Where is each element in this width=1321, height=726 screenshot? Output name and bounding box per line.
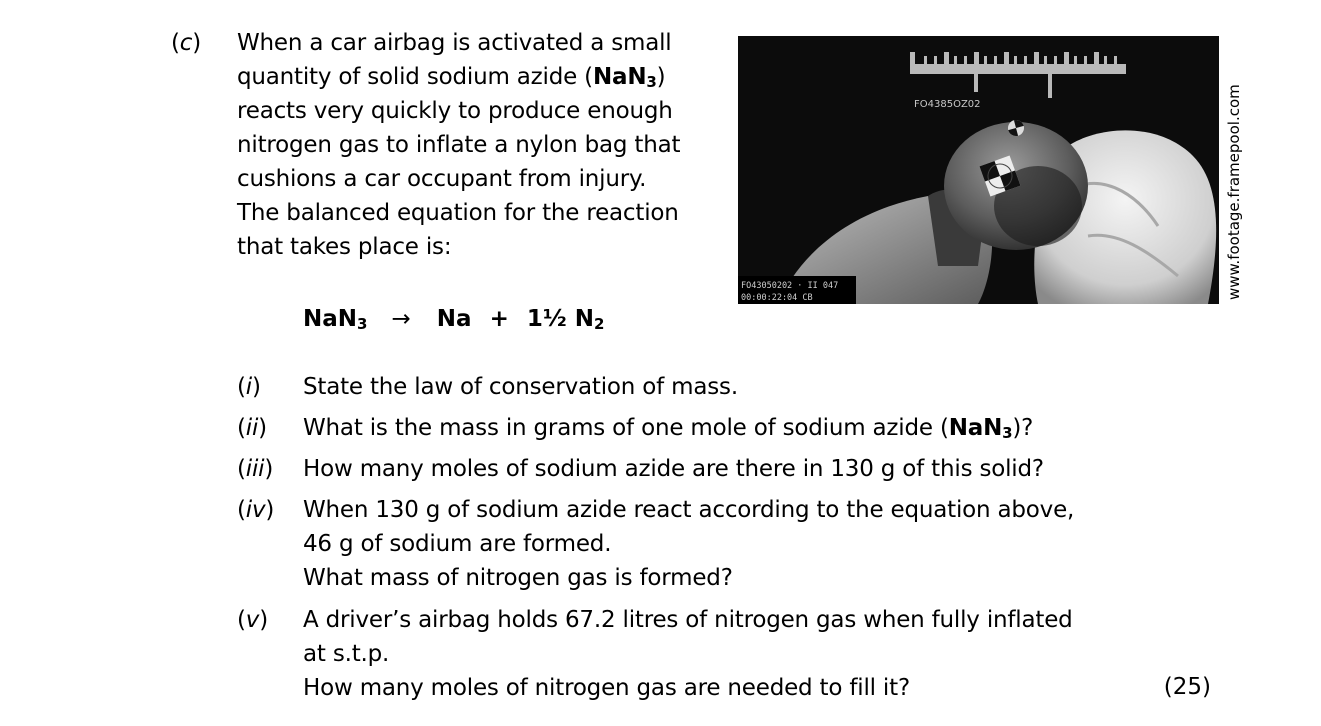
intro-line: When a car airbag is activated a small xyxy=(237,30,672,56)
marks-total: (25) xyxy=(1163,674,1211,700)
crash-test-illustration xyxy=(738,36,1219,304)
question-text: A driver’s airbag holds 67.2 litres of nitrogen gas when fully inflated xyxy=(303,607,1073,633)
question-text: State the law of conservation of mass. xyxy=(303,374,738,400)
question-number: (v) xyxy=(237,607,268,633)
question-text: What mass of nitrogen gas is formed? xyxy=(303,565,733,591)
question-number: (i) xyxy=(237,374,261,400)
intro-line: reacts very quickly to produce enough xyxy=(237,98,673,124)
arrow-icon: → xyxy=(391,306,411,332)
intro-line: cushions a car occupant from injury. xyxy=(237,166,647,192)
intro-line: The balanced equation for the reaction xyxy=(237,200,679,226)
intro-line: that takes place is: xyxy=(237,234,452,260)
formula-nan3: NaN$_3$ xyxy=(592,64,657,91)
question-text: How many moles of nitrogen gas are needed to fill it? xyxy=(303,675,910,701)
reaction-equation xyxy=(303,302,604,336)
question-iv xyxy=(237,493,1075,591)
question-text: When 130 g of sodium azide react according to the equation above, xyxy=(303,497,1075,523)
timecode-line1: FO43050202 · II 047 xyxy=(741,281,839,291)
equation-product-nitrogen: 1½ $N_2$ xyxy=(526,306,605,333)
question-v xyxy=(237,603,1073,701)
question-ii xyxy=(237,411,1034,445)
photo-credit: www.footage.framepool.com xyxy=(1225,84,1243,300)
part-letter: c xyxy=(179,30,193,56)
intro-line: nitrogen gas to inflate a nylon bag that xyxy=(237,132,681,158)
question-text: 46 g of sodium are formed. xyxy=(303,531,612,557)
question-text: at s.t.p. xyxy=(303,641,390,667)
equation-reactant: NaN$_3$ xyxy=(303,306,368,333)
formula-nan3: NaN$_3$ xyxy=(948,415,1013,442)
film-code: FO4385OZ02 xyxy=(914,99,981,110)
intro-line: quantity of solid sodium azide (NaN$_3$) xyxy=(237,64,666,91)
question-number: (iv) xyxy=(237,497,275,523)
question-iii xyxy=(237,452,1044,486)
question-text: How many moles of sodium azide are there in 130 g of this solid? xyxy=(303,456,1044,482)
equation-product-sodium: Na xyxy=(436,306,472,332)
question-i xyxy=(237,370,738,404)
part-label: (c) xyxy=(171,30,202,56)
timecode-line2: 00:00:22:04 CB xyxy=(741,293,813,303)
question-number: (ii) xyxy=(237,415,267,441)
question-number: (iii) xyxy=(237,456,274,482)
equation-plus: + xyxy=(489,306,509,332)
crash-test-photo xyxy=(738,36,1219,304)
question-text: What is the mass in grams of one mole of sodium azide (NaN$_3$)? xyxy=(303,415,1034,442)
intro-paragraph xyxy=(237,26,707,264)
